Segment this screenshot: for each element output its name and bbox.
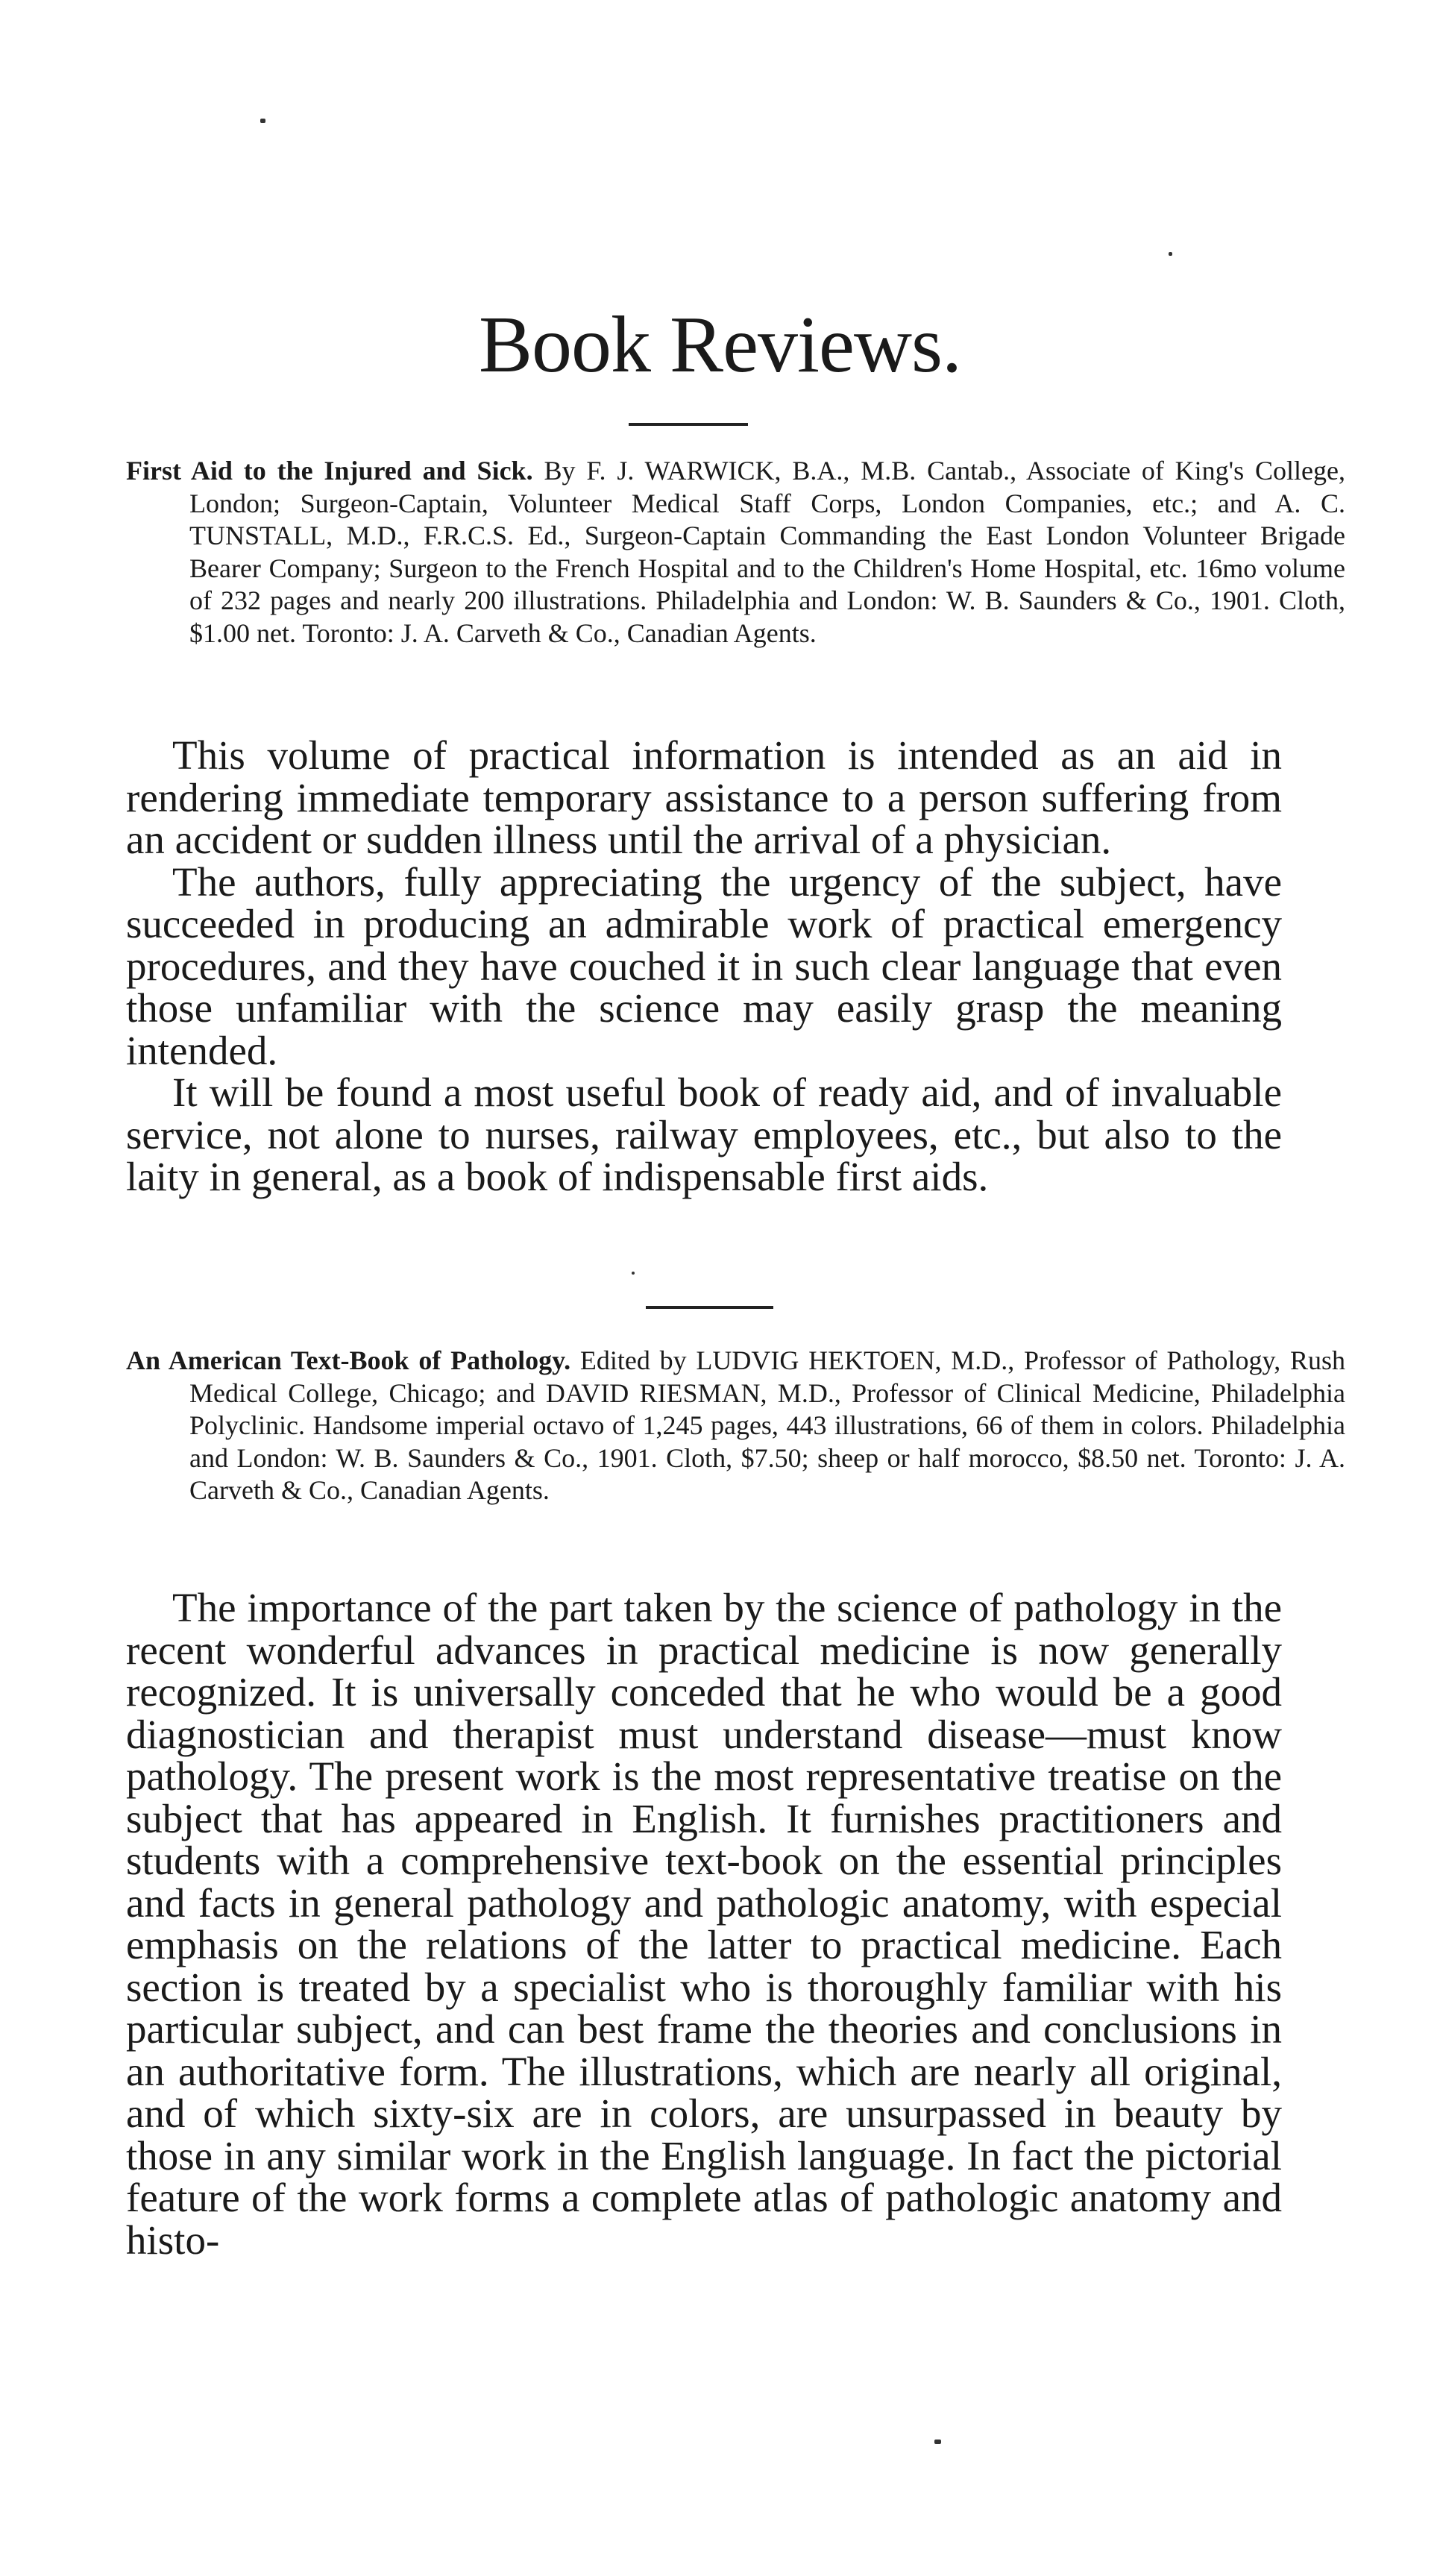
book-title: An American Text-Book of Pathology. (126, 1345, 571, 1375)
title-divider (629, 423, 748, 426)
review-body (126, 732, 1282, 1199)
review-paragraph: It will be found a most useful book of ready aid, and of invaluable service, not alone to nurses, railway employees, etc., but also to the laity in general, as a book of indispensable first aids. (126, 1069, 1282, 1199)
review-paragraph: The authors, fully appreciating the urgency of the subject, have succeeded in producing an admirable work of practical emergency procedures, and they have couched it in such clear language that even those unfamiliar with the science may easily grasp the meaning intended. (126, 858, 1282, 1073)
review-divider (646, 1306, 773, 1309)
citation-details: By F. J. WARWICK, B.A., M.B. Cantab., Associate of King's College, London; Surgeon-Captain, Volunteer Medical Staff Corps, London Companies, etc.; and A. C. TUNSTALL, M.D., F.R.C.S. Ed., Surgeon-Captain Commanding the East London Volunteer Brigade Bearer Company; Surgeon to the French Hospital and to the Children's Home Hospital, etc. 16mo volume of 232 pages and nearly 200 illustrations. Philadelphia and London: W. B. Saunders & Co., 1901. Cloth, $1.00 net. Toronto: J. A. Carveth & Co., Canadian Agents. (189, 456, 1346, 648)
book-title: First Aid to the Injured and Sick. (126, 456, 533, 486)
review-body (126, 1587, 1282, 2261)
scan-speck (260, 119, 265, 123)
review-paragraph: This volume of practical information is intended as an aid in rendering immediate temporary assistance to a person suffering from an accident or sudden illness until the arrival of a physician. (126, 732, 1282, 862)
scan-speck (632, 1272, 635, 1275)
scan-speck (934, 2440, 941, 2444)
review-paragraph: The importance of the part taken by the science of pathology in the recent wonderful advances in practical medicine is now generally recognized. It is universally conceded that he who would be a good diagnostician and therapist must understand disease—must know pathology. The present work is the most representative treatise on the subject that has appeared in English. It furnishes practitioners and students with a comprehensive text-book on the essential principles and facts in general pathology and pathologic anatomy, with especial emphasis on the relations of the latter to practical medicine. Each section is treated by a specialist who is thoroughly familiar with his particular subject, and can best frame the theories and conclusions in an authoritative form. The illustrations, which are nearly all original, and of which sixty-six are in colors, are unsurpassed in beauty by those in any similar work in the English language. In fact the pictorial feature of the work forms a complete atlas of pathologic anatomy and histo- (126, 1585, 1282, 2263)
review-citation (126, 455, 1345, 650)
citation-details: Edited by LUDVIG HEKTOEN, M.D., Professor of Pathology, Rush Medical College, Chicago; and DAVID RIESMAN, M.D., Professor of Clinical Medicine, Philadelphia Polyclinic. Handsome imperial octavo of 1,245 pages, 443 illustrations, 66 of them in colors. Philadelphia and London: W. B. Saunders & Co., 1901. Cloth, $7.50; sheep or half morocco, $8.50 net. Toronto: J. A. Carveth & Co., Canadian Agents. (189, 1345, 1346, 1505)
review-citation (126, 1345, 1345, 1507)
scan-speck (1169, 252, 1172, 256)
page-title: Book Reviews. (479, 301, 961, 389)
